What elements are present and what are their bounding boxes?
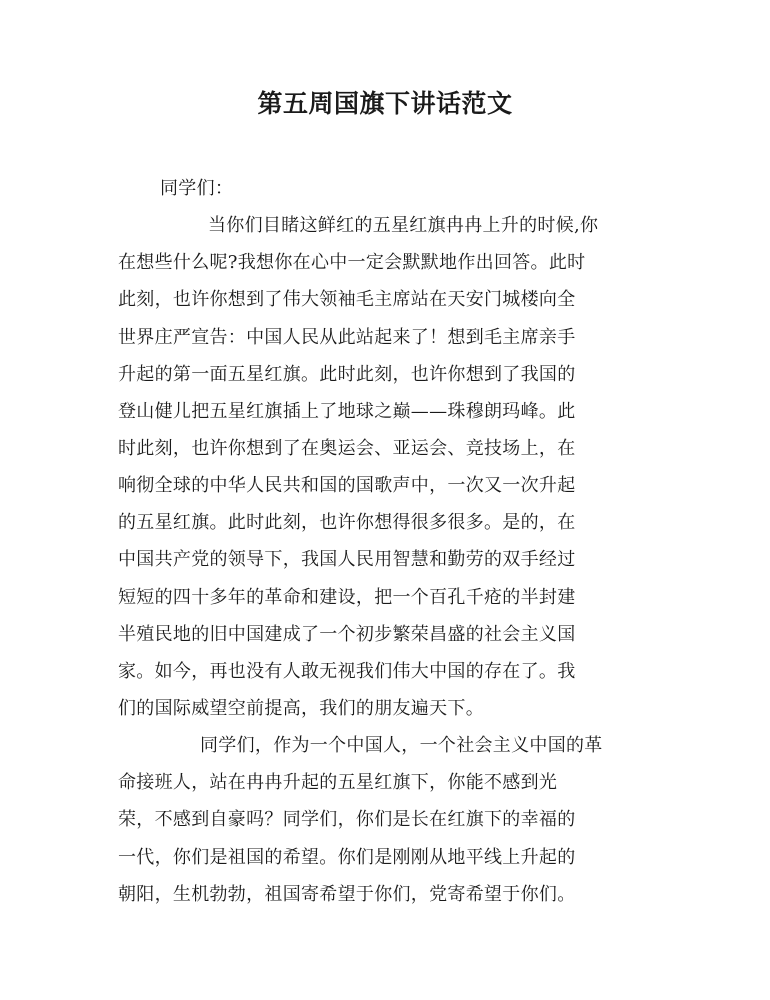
text-line: 登山健儿把五星红旗插上了地球之巅——珠穆朗玛峰。此 bbox=[118, 401, 576, 422]
text-line: 朝阳，生机勃勃，祖国寄希望于你们，党寄希望于你们。 bbox=[118, 884, 576, 905]
text-line: 响彻全球的中华人民共和国的国歌声中，一次又一次升起 bbox=[118, 475, 576, 496]
text-line: 荣，不感到自豪吗？同学们，你们是长在红旗下的幸福的 bbox=[118, 809, 576, 830]
text-line: 命接班人，站在冉冉升起的五星红旗下，你能不感到光 bbox=[118, 772, 558, 793]
text-line: 同学们： bbox=[160, 178, 234, 199]
text-line: 一代，你们是祖国的希望。你们是刚刚从地平线上升起的 bbox=[118, 847, 576, 868]
text-line: 当你们目睹这鲜红的五星红旗冉冉上升的时候,你 bbox=[208, 215, 599, 236]
text-line: 升起的第一面五星红旗。此时此刻，也许你想到了我国的 bbox=[118, 364, 576, 385]
text-line: 在想些什么呢?我想你在心中一定会默默地作出回答。此时 bbox=[118, 252, 586, 273]
text-line: 时此刻，也许你想到了在奥运会、亚运会、竞技场上，在 bbox=[118, 438, 576, 459]
text-line: 此刻，也许你想到了伟大领袖毛主席站在天安门城楼向全 bbox=[118, 289, 576, 310]
text-line: 家。如今，再也没有人敢无视我们伟大中国的存在了。我 bbox=[118, 661, 576, 682]
text-line: 半殖民地的旧中国建成了一个初步繁荣昌盛的社会主义国 bbox=[118, 624, 576, 645]
text-line: 短短的四十多年的革命和建设，把一个百孔千疮的半封建 bbox=[118, 587, 576, 608]
text-line: 中国共产党的领导下，我国人民用智慧和勤劳的双手经过 bbox=[118, 549, 576, 570]
text-line: 同学们，作为一个中国人，一个社会主义中国的革 bbox=[200, 735, 603, 756]
text-line: 的五星红旗。此时此刻，也许你想得很多很多。是的，在 bbox=[118, 512, 576, 533]
document-title: 第五周国旗下讲话范文 bbox=[257, 89, 513, 118]
text-line: 们的国际威望空前提高，我们的朋友遍天下。 bbox=[118, 698, 484, 719]
text-line: 世界庄严宣告：中国人民从此站起来了！想到毛主席亲手 bbox=[118, 327, 576, 348]
